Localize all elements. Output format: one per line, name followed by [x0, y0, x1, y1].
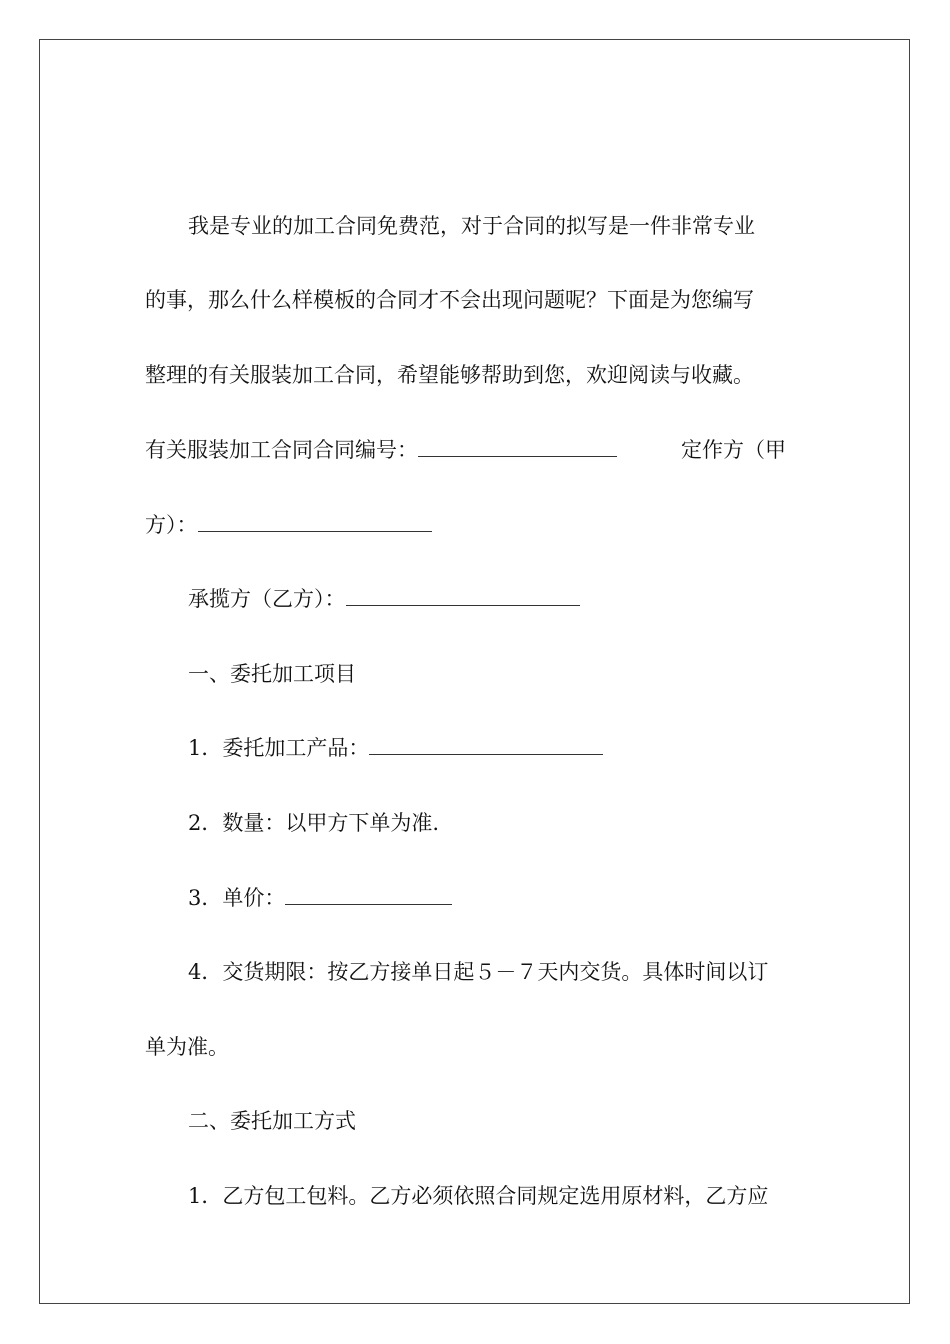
contract-number-blank	[418, 436, 617, 457]
item-1-blank	[369, 734, 603, 755]
item-4-line-2: 单为准。	[145, 1035, 229, 1059]
section-2-title: 二、委托加工方式	[188, 1109, 356, 1133]
party-a-blank	[198, 511, 432, 532]
item-3-label: 3．单价：	[188, 886, 286, 910]
party-a-label-start: 定作方（甲	[681, 438, 786, 462]
item-2-line: 2．数量：以甲方下单为准.	[188, 811, 440, 835]
intro-line-3: 整理的有关服装加工合同，希望能够帮助到您，欢迎阅读与收藏。	[145, 363, 754, 387]
party-b-label: 承揽方（乙方）：	[188, 587, 346, 611]
party-b-blank	[346, 585, 580, 606]
intro-line-2: 的事，那么什么样模板的合同才不会出现问题呢？下面是为您编写	[145, 288, 754, 312]
contract-number-line	[145, 436, 805, 464]
item-3-blank	[285, 884, 452, 905]
party-a-line	[145, 511, 432, 539]
intro-line-1: 我是专业的加工合同免费范，对于合同的拟写是一件非常专业	[188, 214, 755, 238]
party-b-line	[188, 585, 580, 613]
item-3-line	[188, 884, 452, 912]
section-2-item-1: 1．乙方包工包料。乙方必须依照合同规定选用原材料，乙方应	[188, 1184, 769, 1208]
item-4-line-1: 4．交货期限：按乙方接单日起５－７天内交货。具体时间以订	[188, 960, 769, 984]
contract-number-label: 有关服装加工合同合同编号：	[145, 438, 418, 462]
section-1-title: 一、委托加工项目	[188, 662, 356, 686]
item-1-label: 1．委托加工产品：	[188, 736, 370, 760]
party-a-label-end: 方）：	[145, 513, 198, 537]
item-1-line	[188, 734, 603, 762]
